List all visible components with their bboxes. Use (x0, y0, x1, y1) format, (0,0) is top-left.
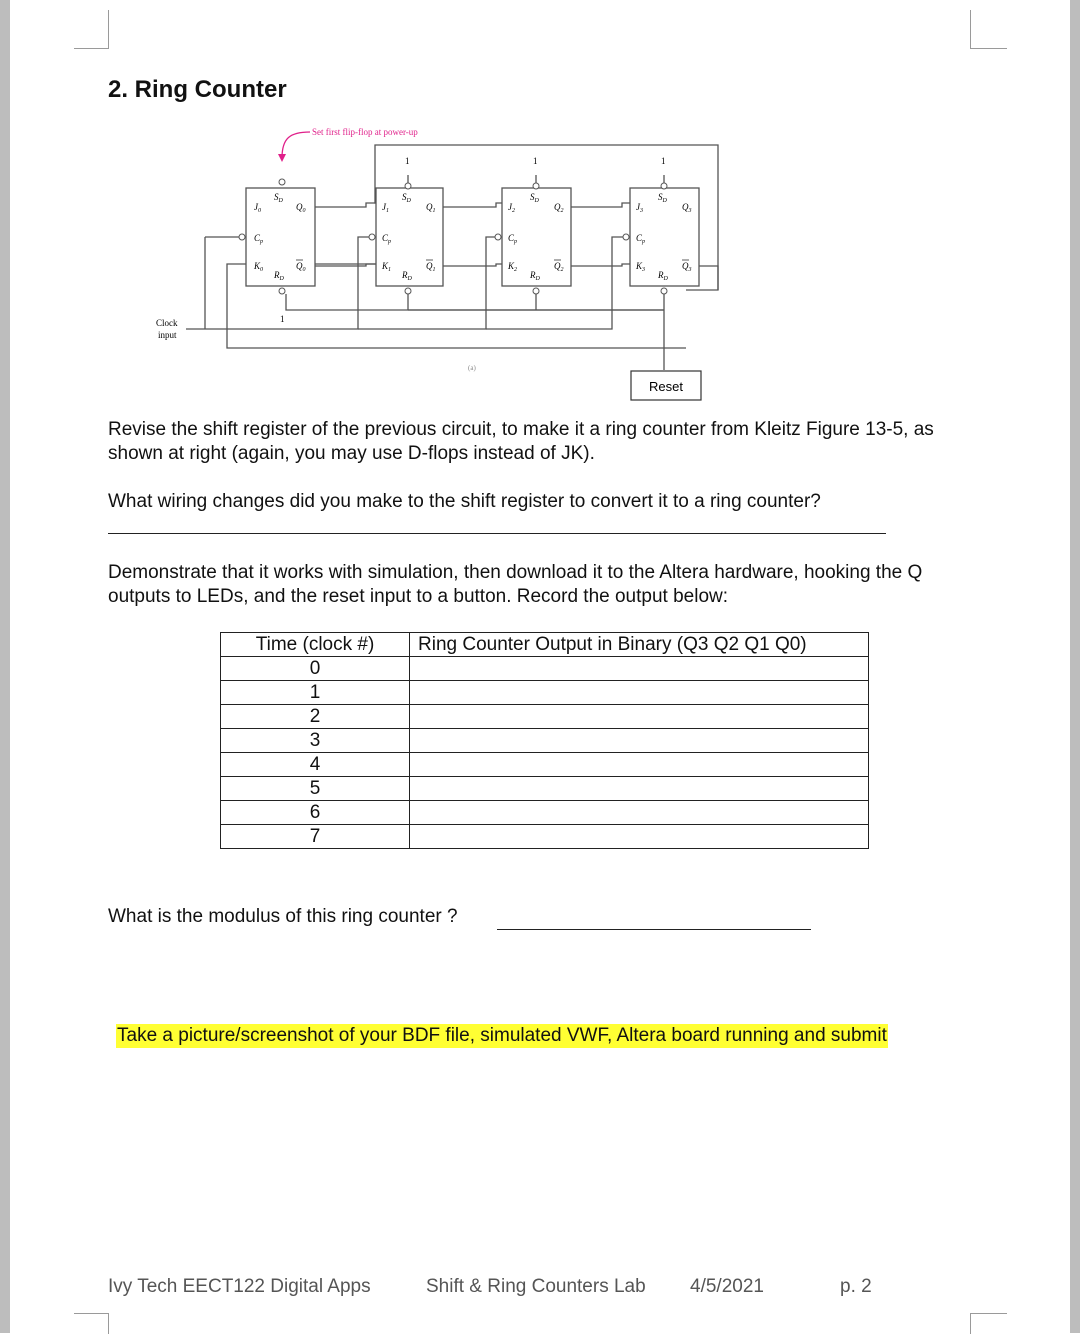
figure-tag: (a) (468, 364, 476, 372)
table-row (221, 705, 869, 729)
page-edge-right (1070, 0, 1080, 1333)
crop-mark-bottom-right (970, 1313, 1007, 1334)
table-header-row (221, 633, 869, 657)
submit-note: Take a picture/screenshot of your BDF file, simulated VWF, Altera board running and submit (117, 1025, 887, 1046)
table-row (221, 681, 869, 705)
svg-text:SD: $S_D$ (530, 192, 539, 204)
clock-cell: 6 (221, 801, 410, 825)
reset-box[interactable] (631, 371, 701, 400)
table-row (221, 657, 869, 681)
svg-text:Cp: $C_p$ (508, 233, 518, 245)
flipflop-2 (495, 156, 571, 294)
footer-date: 4/5/2021 (690, 1276, 764, 1297)
svg-text:Q3: $Q_3$ (682, 261, 692, 273)
instruction-paragraph: Revise the shift register of the previous circuit, to make it a ring counter from Kleitz Figure 13-5, as shown at right (again, you may use D-flops instead of JK). (108, 419, 934, 464)
output-cell[interactable] (410, 777, 869, 801)
clock-cell: 1 (221, 681, 410, 705)
svg-text:J2: $J_2$ (508, 202, 515, 214)
preset-label: Set first flip-flop at power-up (312, 127, 418, 137)
svg-text:Q0: $Q_0$ (296, 202, 306, 214)
table-row (221, 729, 869, 753)
preset-arrow (278, 132, 310, 162)
output-cell[interactable] (410, 825, 869, 849)
svg-text:K2: $K_2$ (508, 261, 518, 273)
flipflop-0 (239, 179, 315, 294)
clock-cell: 0 (221, 657, 410, 681)
svg-text:J3: $J_3$ (636, 202, 643, 214)
svg-text:Cp: $C_p$ (254, 233, 264, 245)
svg-text:RD: $R_D$ (530, 270, 540, 282)
wiring-question: What wiring changes did you make to the shift register to convert it to a ring counter? (108, 491, 821, 512)
table-row (221, 777, 869, 801)
table-row (221, 825, 869, 849)
svg-text:K1: $K_1$ (382, 261, 392, 273)
svg-text:J0: $J_0$ (254, 202, 261, 214)
ring-counter-schematic (150, 120, 750, 405)
svg-text:Cp: $C_p$ (382, 233, 392, 245)
clock-cell: 7 (221, 825, 410, 849)
svg-text:SD: $S_D$ (274, 192, 283, 204)
clock-cell: 3 (221, 729, 410, 753)
output-table (220, 632, 869, 849)
svg-text:Q1: $Q_1$ (426, 261, 436, 273)
svg-text:K0: $K_0$ (254, 261, 264, 273)
clock-cell: 5 (221, 777, 410, 801)
table-row (221, 753, 869, 777)
flipflop-3 (623, 156, 699, 294)
flipflop-1 (369, 156, 443, 294)
section-heading: 2. Ring Counter (108, 76, 287, 103)
svg-text:Q1: $Q_1$ (426, 202, 436, 214)
header-time: Time (clock #) (221, 633, 410, 657)
svg-text:SD: $S_D$ (402, 192, 411, 204)
answer-line-wiring[interactable] (108, 533, 886, 534)
clock-label-2: input (158, 330, 177, 340)
output-cell[interactable] (410, 753, 869, 777)
svg-text:J1: $J_1$ (382, 202, 389, 214)
svg-text:1: 1 (405, 156, 410, 166)
output-cell[interactable] (410, 657, 869, 681)
crop-mark-bottom-left (74, 1313, 109, 1334)
header-output: Ring Counter Output in Binary (Q3 Q2 Q1 Q0) (410, 633, 869, 657)
svg-text:Q2: $Q_2$ (554, 202, 564, 214)
footer-course: Ivy Tech EECT122 Digital Apps (108, 1276, 371, 1297)
svg-text:Q3: $Q_3$ (682, 202, 692, 214)
clock-cell: 2 (221, 705, 410, 729)
page-edge-left (0, 0, 10, 1333)
output-cell[interactable] (410, 681, 869, 705)
crop-mark-top-left (74, 10, 109, 49)
footer-lab: Shift & Ring Counters Lab (426, 1276, 646, 1297)
footer-page: p. 2 (840, 1276, 872, 1297)
demonstration-paragraph: Demonstrate that it works with simulation, then download it to the Altera hardware, hooking the Q outputs to LEDs, and the reset input to a button. Record the output below: (108, 562, 923, 607)
svg-text:Q0: $Q_0$ (296, 261, 306, 273)
answer-line-modulus[interactable] (497, 929, 811, 930)
output-cell[interactable] (410, 801, 869, 825)
svg-text:1: 1 (533, 156, 538, 166)
clock-label: Clock (156, 318, 178, 328)
svg-text:Q2: $Q_2$ (554, 261, 564, 273)
ff0-reset-high: 1 (280, 314, 285, 324)
svg-text:Cp: $C_p$ (636, 233, 646, 245)
svg-text:1: 1 (661, 156, 666, 166)
crop-mark-top-right (970, 10, 1007, 49)
table-row (221, 801, 869, 825)
reset-label: Reset (649, 379, 683, 394)
svg-text:RD: $R_D$ (658, 270, 668, 282)
output-cell[interactable] (410, 705, 869, 729)
output-cell[interactable] (410, 729, 869, 753)
svg-text:K3: $K_3$ (636, 261, 646, 273)
clock-cell: 4 (221, 753, 410, 777)
svg-text:RD: $R_D$ (274, 270, 284, 282)
svg-text:SD: $S_D$ (658, 192, 667, 204)
svg-text:RD: $R_D$ (402, 270, 412, 282)
modulus-question: What is the modulus of this ring counter ? (108, 906, 458, 927)
